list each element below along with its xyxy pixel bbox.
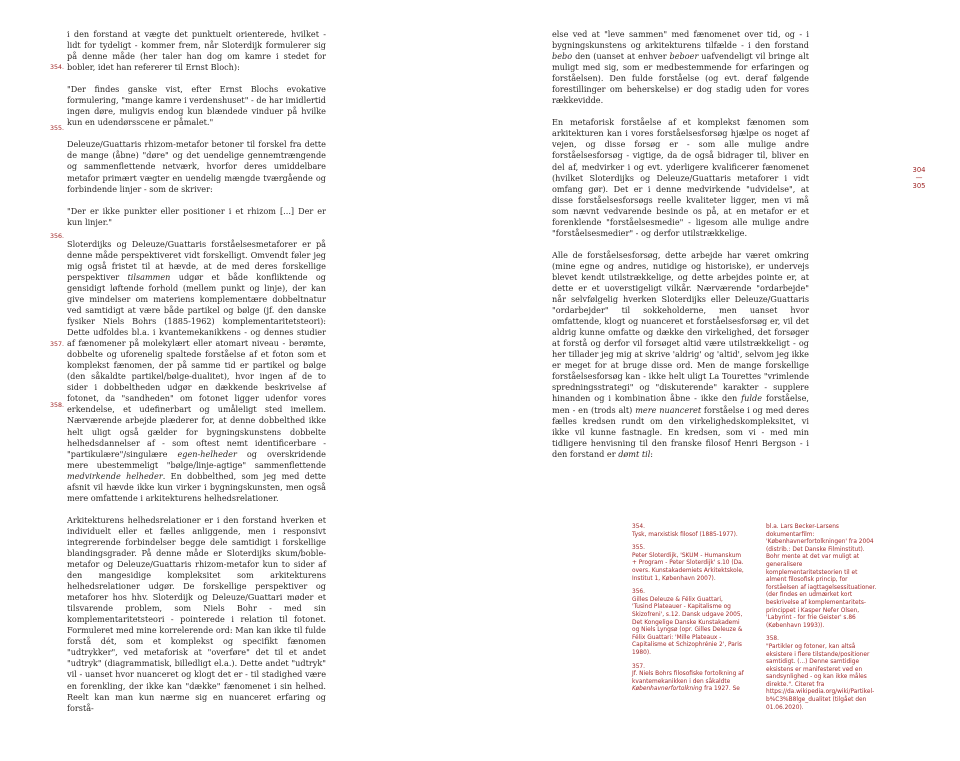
text-run: Sloterdijks og Deleuze/Guattaris forståelsesmetaforer er på denne måde perspektiveret vidt forskelligt. Omvendt føler jeg mig også fristet til at hævde, at de med deres forskellige perspektiver [67, 238, 326, 282]
footnote-number: 358. [766, 636, 780, 643]
emphasis: bebo [552, 51, 573, 62]
text-run: forståelse i og med deres fælles kredsen rundt om den virkelighedskompleksitet, vi ikke vil kunne fastnagle. En kredsen, som vi - med min tidligere henvisning til den franske filosof Henri Bergson - i den forstand er [552, 404, 810, 459]
page-number-right: 305 [912, 182, 926, 190]
footnote-number: 356. [632, 589, 646, 596]
text-run: den (uanset at enhver [572, 51, 670, 62]
footnote [766, 636, 878, 712]
paragraph: i den forstand at vægte det punktuelt orienterede, hvilket - lidt for tydeligt - kommer frem, når Sloterdijk formulerer sig på denne måde (her taler han dog om kamre i stedet for bobler, idet han refererer til Ernst Bloch): [67, 29, 326, 73]
footnotes-left [632, 524, 744, 700]
paragraph [552, 29, 809, 106]
footnote-text: Tysk, marxistisk filosof (1885-1977). [632, 531, 738, 538]
footnotes-right [766, 524, 878, 718]
text-run: udgør et både konfliktende og gensidigt løftende forhold (mellem punkt og linje), der kan give mindelser om materiens komplementære dobbeltnatur ved samtidigt at være både partikel og bølge (jf. den danske fysiker Niels Bohrs (1885-1962) komplementaritetsteori): Dette udfoldes bl.a. i kvantemekanikkens - og dennes studier af fænomener på molekylært eller atomart niveau - berømte, dobbelte og uforenelig spaltede forståelse af et foton som et komplekst fænomen, der på samme tid er partikel og bølge (den såkaldte partikel/bølge-dualitet), hvor ingen af de to sider i dobbeltheden udgør en dækkende beskrivelse af fotonet, da "sandheden" om fotonet ligger udenfor vores erkendelse, et udefinerbart og umåleligt sted imellem. Nærværende arbejde plæderer for, at denne dobbelthed ikke helt uligt også gælder for bygningskunstens dobbelte helhedsdannelser af - som oftest nemt identificerbare - "partikulære"/singulære [67, 271, 326, 459]
paragraph: Arkitekturens helhedsrelationer er i den forstand hverken et individuelt eller et fælles anliggende, men i responsivt integrerende forbindelser begge dele samtidigt i forskellige blandingsgrader. På denne måde er Sloterdijks skum/boble-metafor og Deleuze/Guattaris rhizom-metafor kun to sider af den mangesidige kompleksitet som arkitekturens helhedsrelationer udgør. De forskellige perspektiver og metaforer hos hhv. Sloterdijk og Deleuze/Guattari møder et tilsvarende problem, som Niels Bohr - med sin komplementaritetsteori - pointerede i relation til fotonet. Formuleret med mine korrelerende ord: Man kan ikke til fulde forstå dét, som et komplekst og specifikt fænomen "udtrykker", ved metaforisk at "overføre" det til et andet "udtryk" (diagrammatisk, billedligt el.a.). Dette andet "udtryk" vil - uanset hvor nuanceret og klogt det er - til stadighed være en forenkling, der ikke kan "dække" fænomenet i sin helhed. Reelt kan man kun nærme sig en nuanceret erfaring og forstå- [67, 514, 326, 713]
margin-number: 358. [50, 402, 65, 409]
footnote-text: Gilles Deleuze & Félix Guattari, 'Tusind Plateauer - Kapitalisme og Skizofreni', s.12. Dansk udgave 2005, Det Kongelige Danske Kunstakademi og Niels Lyngsø (opr. Gilles Deleuze & Félix Guattari: 'Mille Plateaux - Capitalisme et Schizophrénie 2', Paris 1980). [632, 596, 743, 656]
margin-number: 355. [50, 125, 65, 132]
paragraph: En metaforisk forståelse af et komplekst fænomen som arkitekturen kan i vores forståelsesforsøg hjælpe os noget af vejen, og disse forsøg er - som alle mulige andre forståelsesforsøg - vigtige, da de også bidrager til, bliver en del af, medvirker i og evt. yderligere kvalificerer fænomenet (hvilket Sloterdijks og Deleuze/Guattaris metaforer i vidt omfang gør). Det er i denne medvirkende "udvidelse", at disse forståelsesforsøgs reelle kvaliteter ligger, men vi må som nævnt vedvarende besinde os på, at en metafor er et forenklende "forståelsesmedie" - ligesom alle mulige andre "forståelsesmedier" - og derfor utilstrækkelige. [552, 117, 809, 238]
emphasis: medvirkende helheder [67, 470, 163, 481]
footnote-text: fra 1927. Se [702, 686, 740, 693]
left-column [67, 29, 326, 725]
footnote-number: 355. [632, 545, 646, 552]
margin-number: 357. [50, 341, 65, 348]
footnote-text: "Partikler og fotoner, kan altså eksistere i flere tilstande/positioner samtidigt. (...) Denne samtidige eksistens er manifesteret ved en sandsynlighed - og kan ikke måles direkte.". Citeret fra https://da.wikipedia.org/wiki/Partikel-b%C3%B8lge_dualitet (tilgået den 01.06.2020). [766, 643, 875, 711]
footnote-text: Peter Sloterdijk, 'SKUM - Humanskum + Program - Peter Sloterdijk' s.10 (Da. overs. Kunstakademiets Arkitektskole, Institut 1, København 2007). [632, 552, 744, 582]
footnote [632, 589, 744, 657]
emphasis: beboer [669, 51, 699, 62]
paragraph: Deleuze/Guattaris rhizom-metafor betoner til forskel fra dette de mange (åbne) "døre" og det uendelige gennemtrængende og sammenflettende netværk, hvorfor deres umiddelbare metafor primært vægter en uendelig mængde tværgående og forbindende linjer - som de skriver: [67, 139, 326, 194]
margin-number: 356. [50, 233, 65, 240]
text-run: else ved at "leve sammen" med fænomenet over tid, og - i bygningskunstens og arkitekturens tilfælde - i den forstand [552, 29, 809, 51]
text-run: . En dobbelthed, som jeg med dette afsnit vil hævde ikke kun virker i bygningskunsten, men også mere omfattende i arkitekturens helhedsrelationer. [67, 470, 326, 503]
footnote-number: 354. [632, 524, 646, 530]
text-run: forståelse, men - en (trods alt) [552, 393, 809, 415]
footnote [632, 545, 744, 583]
emphasis: fulde [741, 393, 763, 404]
footnote [632, 524, 744, 539]
text-run: Alle de forståelsesforsøg, dette arbejde har været omkring (mine egne og andres, nutidige og historiske), er undervejs blevet kendt utilstrækkelige, og dette arbejdes pointe er, at dette er et uoverstigeligt vilkår. Nærværende "ordarbejde" når selvfølgelig hverken Sloterdijks eller Deleuze/Guattaris "ordarbejder" til sokkeholderne, men uanset hvor omfattende, klogt og nuanceret et forståelsesforsøg er, vil det aldrig kunne omfatte og dække den virkelighed, det forsøger at forstå og derfor vil forsøget altid være utilstrækkeligt - og her tillader jeg mig at skrive 'aldrig' og 'altid', selvom jeg ikke er meget for at bruge disse ord. Men de mange forskellige forståelsesforsøg kan - ikke helt uligt La Tourettes "vrimlende spredningsstrategi" og "diskuterende" karakter - supplere hinanden og i kombination åbne - ikke den [552, 249, 809, 404]
paragraph [552, 250, 809, 460]
footnote-number: 357. [632, 663, 646, 670]
text-run: uafvendeligt vil bringe alt muligt med sig, som er medbestemmende for erfaringen og forståelsen). Den fulde forståelse (og evt. deraf følgende forestillinger om beherskelse) er dog stadig uden for vores rækkevidde. [552, 51, 809, 106]
right-column [552, 29, 809, 471]
emphasis: tilsammen [127, 271, 171, 282]
footnote-text: bl.a. Lars Becker-Larsens dokumentarfilm: 'Københavnerfortolkningen' fra 2004 (distrib.: Det Danske Filminstitut). Bohr mente at det var muligt at generalisere komplementaritetsteorien til et alment filosofisk princip, for forståelsen af iagttagelsessituationer. (der findes en udmærket kort beskrivelse af komplementaritets-princippet i Kasper Nefer Olsen, 'Labyrint - for frie Geister' s.86 (København 1993)). [766, 524, 877, 629]
text-run: : [650, 448, 654, 459]
footnote-text: Jf. Niels Bohrs filosofiske fortolkning af kvantemekanikken i den såkaldte [632, 671, 744, 685]
footnote [632, 664, 744, 694]
footnote-emphasis: Københavnerfortolkning [632, 686, 703, 693]
margin-number: 354. [50, 64, 65, 71]
emphasis: egen-helheder [177, 448, 237, 459]
quote: "Der er ikke punkter eller positioner i et rhizom [...] Der er kun linjer." [67, 205, 326, 227]
emphasis: dømt til [618, 448, 651, 459]
text-run: og overskridende mere ubestemmeligt "bølge/linje-agtige" sammenflettende [67, 448, 326, 470]
footnote [766, 524, 878, 630]
emphasis: mere nuanceret [635, 404, 702, 415]
paragraph [67, 239, 326, 504]
page-number-separator: — [915, 174, 923, 182]
quote: "Der findes ganske vist, efter Ernst Blochs evokative formulering, "mange kamre i verdenshuset" - de har imidlertid ingen døre, muligvis endog kun blændede vinduer på hvilke kun en udendørsscene er påmalet." [67, 84, 326, 128]
page-number-left: 304 [912, 166, 926, 174]
page-number-marker [908, 166, 930, 190]
